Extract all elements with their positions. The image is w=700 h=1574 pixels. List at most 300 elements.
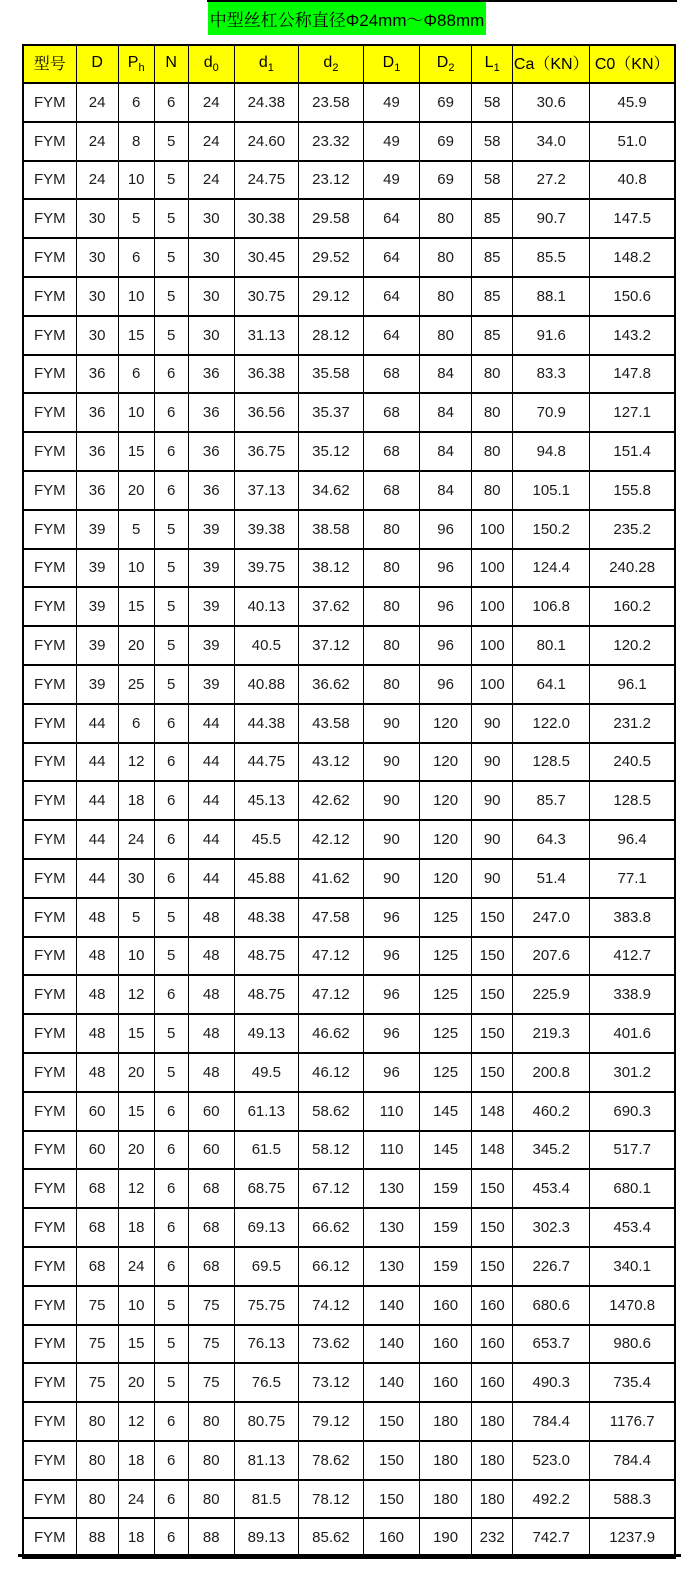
cell: 90 xyxy=(363,820,419,859)
cell: 345.2 xyxy=(513,1131,590,1170)
cell: 78.62 xyxy=(298,1441,363,1480)
cell: 36 xyxy=(76,393,118,432)
cell: 68 xyxy=(363,432,419,471)
cell: 5 xyxy=(154,665,188,704)
cell: 12 xyxy=(118,1169,154,1208)
cell: 110 xyxy=(363,1131,419,1170)
cell: 653.7 xyxy=(513,1325,590,1364)
cell: 302.3 xyxy=(513,1208,590,1247)
cell: 20 xyxy=(118,626,154,665)
cell: 110 xyxy=(363,1092,419,1131)
table-body xyxy=(23,83,675,1557)
cell: 85.62 xyxy=(298,1518,363,1557)
cell: 122.0 xyxy=(513,704,590,743)
cell: 125 xyxy=(420,1014,472,1053)
cell: 58.12 xyxy=(298,1131,363,1170)
cell: 69 xyxy=(420,122,472,161)
cell: 96 xyxy=(420,510,472,549)
cell: 80 xyxy=(76,1402,118,1441)
cell: FYM xyxy=(23,1208,76,1247)
cell: 180 xyxy=(472,1480,513,1519)
cell: 453.4 xyxy=(513,1169,590,1208)
cell: 36 xyxy=(188,471,234,510)
cell: 80 xyxy=(420,316,472,355)
cell: 96 xyxy=(420,587,472,626)
cell: 64 xyxy=(363,316,419,355)
cell: 90 xyxy=(472,704,513,743)
table-row xyxy=(23,1518,675,1557)
table-row xyxy=(23,937,675,976)
cell: 6 xyxy=(154,1441,188,1480)
cell: 6 xyxy=(154,1480,188,1519)
cell: 30 xyxy=(188,316,234,355)
cell: 45.5 xyxy=(234,820,298,859)
cell: 20 xyxy=(118,1131,154,1170)
cell: 6 xyxy=(118,83,154,122)
cell: 23.58 xyxy=(298,83,363,122)
cell: 10 xyxy=(118,937,154,976)
cell: FYM xyxy=(23,316,76,355)
cell: 73.12 xyxy=(298,1363,363,1402)
table-row xyxy=(23,432,675,471)
column-header xyxy=(513,45,590,83)
cell: 75 xyxy=(188,1325,234,1364)
cell: 49.13 xyxy=(234,1014,298,1053)
cell: 207.6 xyxy=(513,937,590,976)
table-row xyxy=(23,1325,675,1364)
cell: 36 xyxy=(76,432,118,471)
cell: 23.32 xyxy=(298,122,363,161)
cell: 90 xyxy=(472,859,513,898)
column-header xyxy=(188,45,234,83)
table-row xyxy=(23,199,675,238)
table-row xyxy=(23,1286,675,1325)
cell: 219.3 xyxy=(513,1014,590,1053)
cell: 75 xyxy=(76,1325,118,1364)
cell: 6 xyxy=(154,1518,188,1557)
cell: 401.6 xyxy=(590,1014,675,1053)
cell: 39 xyxy=(188,549,234,588)
cell: 45.88 xyxy=(234,859,298,898)
cell: 100 xyxy=(472,510,513,549)
cell: 84 xyxy=(420,355,472,394)
cell: 150 xyxy=(363,1402,419,1441)
cell: 84 xyxy=(420,432,472,471)
table-row xyxy=(23,859,675,898)
cell: 39.75 xyxy=(234,549,298,588)
cell: 96 xyxy=(363,898,419,937)
cell: 60 xyxy=(76,1131,118,1170)
cell: 151.4 xyxy=(590,432,675,471)
cell: FYM xyxy=(23,898,76,937)
cell: 29.52 xyxy=(298,238,363,277)
cell: 46.12 xyxy=(298,1053,363,1092)
cell: 301.2 xyxy=(590,1053,675,1092)
column-header-label: L xyxy=(484,53,494,71)
cell: 490.3 xyxy=(513,1363,590,1402)
cell: 38.58 xyxy=(298,510,363,549)
cell: 180 xyxy=(420,1402,472,1441)
cell: 24 xyxy=(76,83,118,122)
cell: 12 xyxy=(118,743,154,782)
column-header xyxy=(363,45,419,83)
cell: 69 xyxy=(420,83,472,122)
column-header-subscript: 1 xyxy=(394,62,401,75)
table-row xyxy=(23,975,675,1014)
cell: 39 xyxy=(188,510,234,549)
cell: 39 xyxy=(76,626,118,665)
cell: 784.4 xyxy=(513,1402,590,1441)
column-header xyxy=(118,45,154,83)
cell: 6 xyxy=(118,704,154,743)
cell: 5 xyxy=(154,587,188,626)
cell: 88.1 xyxy=(513,277,590,316)
cell: FYM xyxy=(23,1014,76,1053)
cell: 6 xyxy=(154,83,188,122)
cell: 143.2 xyxy=(590,316,675,355)
cell: 68 xyxy=(363,355,419,394)
cell: 49.5 xyxy=(234,1053,298,1092)
cell: 125 xyxy=(420,937,472,976)
cell: 8 xyxy=(118,122,154,161)
cell: 30 xyxy=(76,238,118,277)
cell: FYM xyxy=(23,1053,76,1092)
cell: 80 xyxy=(420,238,472,277)
cell: 128.5 xyxy=(590,781,675,820)
cell: FYM xyxy=(23,355,76,394)
cell: 28.12 xyxy=(298,316,363,355)
cell: 80 xyxy=(363,665,419,704)
cell: 10 xyxy=(118,1286,154,1325)
cell: 120 xyxy=(420,704,472,743)
cell: 43.12 xyxy=(298,743,363,782)
cell: 49 xyxy=(363,161,419,200)
cell: FYM xyxy=(23,1402,76,1441)
cell: 155.8 xyxy=(590,471,675,510)
cell: 44 xyxy=(188,781,234,820)
column-header xyxy=(23,45,76,83)
cell: 680.6 xyxy=(513,1286,590,1325)
cell: 36.56 xyxy=(234,393,298,432)
cell: 39 xyxy=(188,626,234,665)
cell: 96.4 xyxy=(590,820,675,859)
cell: 5 xyxy=(154,510,188,549)
cell: FYM xyxy=(23,83,76,122)
cell: 78.12 xyxy=(298,1480,363,1519)
cell: 5 xyxy=(154,316,188,355)
cell: 37.62 xyxy=(298,587,363,626)
cell: 48 xyxy=(188,937,234,976)
cell: FYM xyxy=(23,1247,76,1286)
cell: 42.62 xyxy=(298,781,363,820)
cell: 10 xyxy=(118,277,154,316)
cell: FYM xyxy=(23,587,76,626)
cell: 80 xyxy=(472,393,513,432)
cell: 79.12 xyxy=(298,1402,363,1441)
cell: 5 xyxy=(118,898,154,937)
cell: 90 xyxy=(363,743,419,782)
cell: FYM xyxy=(23,432,76,471)
cell: 150 xyxy=(363,1441,419,1480)
cell: 80 xyxy=(76,1480,118,1519)
cell: 30 xyxy=(188,238,234,277)
cell: 235.2 xyxy=(590,510,675,549)
cell: 180 xyxy=(420,1480,472,1519)
column-header-label: P xyxy=(127,53,139,71)
cell: 5 xyxy=(154,626,188,665)
column-header xyxy=(420,45,472,83)
cell: 690.3 xyxy=(590,1092,675,1131)
cell: 68 xyxy=(76,1247,118,1286)
cell: 96 xyxy=(363,937,419,976)
cell: 240.5 xyxy=(590,743,675,782)
cell: 160 xyxy=(420,1363,472,1402)
column-header-subscript: 2 xyxy=(332,62,339,75)
cell: FYM xyxy=(23,937,76,976)
cell: 91.6 xyxy=(513,316,590,355)
cell: 147.8 xyxy=(590,355,675,394)
cell: FYM xyxy=(23,471,76,510)
cell: 58 xyxy=(472,83,513,122)
cell: 735.4 xyxy=(590,1363,675,1402)
table-row xyxy=(23,1441,675,1480)
column-header xyxy=(298,45,363,83)
cell: 5 xyxy=(154,1053,188,1092)
cell: 96 xyxy=(363,1053,419,1092)
cell: 80 xyxy=(188,1402,234,1441)
table-row xyxy=(23,1208,675,1247)
cell: 159 xyxy=(420,1169,472,1208)
cell: 15 xyxy=(118,1325,154,1364)
cell: 96 xyxy=(420,549,472,588)
cell: 39 xyxy=(76,549,118,588)
cell: 75 xyxy=(188,1286,234,1325)
cell: 75 xyxy=(76,1363,118,1402)
table-row xyxy=(23,743,675,782)
cell: 226.7 xyxy=(513,1247,590,1286)
cell: 680.1 xyxy=(590,1169,675,1208)
column-header-subscript: h xyxy=(138,62,145,75)
screw-spec-table xyxy=(22,44,676,1559)
cell: 80 xyxy=(188,1441,234,1480)
cell: 453.4 xyxy=(590,1208,675,1247)
cell: 24.75 xyxy=(234,161,298,200)
cell: 20 xyxy=(118,471,154,510)
cell: FYM xyxy=(23,781,76,820)
cell: FYM xyxy=(23,277,76,316)
cell: 18 xyxy=(118,781,154,820)
cell: 39.38 xyxy=(234,510,298,549)
cell: 35.12 xyxy=(298,432,363,471)
cell: 5 xyxy=(118,199,154,238)
cell: 24.38 xyxy=(234,83,298,122)
table-row xyxy=(23,161,675,200)
column-header xyxy=(154,45,188,83)
cell: 124.4 xyxy=(513,549,590,588)
cell: 159 xyxy=(420,1208,472,1247)
column-header xyxy=(76,45,118,83)
cell: 64.3 xyxy=(513,820,590,859)
cell: 5 xyxy=(154,199,188,238)
cell: 81.13 xyxy=(234,1441,298,1480)
table-row xyxy=(23,587,675,626)
cell: 15 xyxy=(118,1092,154,1131)
table-row xyxy=(23,1014,675,1053)
cell: FYM xyxy=(23,1286,76,1325)
cell: 29.58 xyxy=(298,199,363,238)
cell: FYM xyxy=(23,1325,76,1364)
cell: FYM xyxy=(23,626,76,665)
cell: 12 xyxy=(118,975,154,1014)
column-header-label: N xyxy=(165,53,177,71)
table-row xyxy=(23,355,675,394)
cell: 80 xyxy=(363,549,419,588)
cell: 100 xyxy=(472,549,513,588)
cell: 30 xyxy=(118,859,154,898)
cell: 47.12 xyxy=(298,937,363,976)
cell: 5 xyxy=(154,1363,188,1402)
cell: 460.2 xyxy=(513,1092,590,1131)
cell: 85 xyxy=(472,238,513,277)
column-header-label: C0（KN） xyxy=(594,56,670,74)
cell: 150 xyxy=(472,1053,513,1092)
cell: 30 xyxy=(76,199,118,238)
cell: FYM xyxy=(23,665,76,704)
cell: 44 xyxy=(188,859,234,898)
cell: 150.2 xyxy=(513,510,590,549)
cell: 6 xyxy=(154,1208,188,1247)
cell: 5 xyxy=(154,277,188,316)
cell: 18 xyxy=(118,1441,154,1480)
cell: 18 xyxy=(118,1518,154,1557)
column-header xyxy=(234,45,298,83)
cell: 784.4 xyxy=(590,1441,675,1480)
cell: 105.1 xyxy=(513,471,590,510)
cell: 6 xyxy=(154,1092,188,1131)
cell: 24 xyxy=(118,1480,154,1519)
cell: 58 xyxy=(472,161,513,200)
cell: FYM xyxy=(23,1363,76,1402)
cell: 30 xyxy=(76,277,118,316)
cell: 60 xyxy=(188,1092,234,1131)
cell: 48 xyxy=(76,937,118,976)
cell: 5 xyxy=(154,1286,188,1325)
table-row xyxy=(23,1169,675,1208)
table-row xyxy=(23,510,675,549)
cell: 76.13 xyxy=(234,1325,298,1364)
cell: 80 xyxy=(363,626,419,665)
cell: 47.12 xyxy=(298,975,363,1014)
cell: 96 xyxy=(420,665,472,704)
cell: 340.1 xyxy=(590,1247,675,1286)
cell: 38.12 xyxy=(298,549,363,588)
cell: 5 xyxy=(154,122,188,161)
cell: 6 xyxy=(154,1169,188,1208)
cell: 37.13 xyxy=(234,471,298,510)
cell: 120 xyxy=(420,743,472,782)
cell: 24 xyxy=(188,83,234,122)
cell: 68 xyxy=(188,1208,234,1247)
cell: 150 xyxy=(472,1247,513,1286)
cell: 80 xyxy=(472,471,513,510)
cell: 34.62 xyxy=(298,471,363,510)
table-row xyxy=(23,626,675,665)
cell: 40.88 xyxy=(234,665,298,704)
cell: 35.37 xyxy=(298,393,363,432)
cell: 27.2 xyxy=(513,161,590,200)
cell: FYM xyxy=(23,1131,76,1170)
cell: 68 xyxy=(76,1169,118,1208)
cell: FYM xyxy=(23,1441,76,1480)
cell: 84 xyxy=(420,393,472,432)
cell: 160 xyxy=(420,1286,472,1325)
cell: 85.7 xyxy=(513,781,590,820)
cell: 90 xyxy=(472,781,513,820)
cell: 48 xyxy=(76,975,118,1014)
cell: 68 xyxy=(363,471,419,510)
cell: 80 xyxy=(472,355,513,394)
cell: 48.75 xyxy=(234,975,298,1014)
cell: 742.7 xyxy=(513,1518,590,1557)
cell: 89.13 xyxy=(234,1518,298,1557)
cell: 30 xyxy=(76,316,118,355)
cell: 80 xyxy=(188,1480,234,1519)
cell: 150.6 xyxy=(590,277,675,316)
cell: 6 xyxy=(154,393,188,432)
cell: 160.2 xyxy=(590,587,675,626)
cell: 75 xyxy=(188,1363,234,1402)
table-row xyxy=(23,471,675,510)
cell: 30 xyxy=(188,277,234,316)
cell: 90.7 xyxy=(513,199,590,238)
cell: 127.1 xyxy=(590,393,675,432)
cell: FYM xyxy=(23,199,76,238)
table-row xyxy=(23,898,675,937)
cell: 160 xyxy=(472,1363,513,1402)
cell: 70.9 xyxy=(513,393,590,432)
cell: 15 xyxy=(118,1014,154,1053)
cell: 10 xyxy=(118,393,154,432)
cell: 6 xyxy=(154,975,188,1014)
cell: 61.13 xyxy=(234,1092,298,1131)
cell: FYM xyxy=(23,743,76,782)
cell: 100 xyxy=(472,587,513,626)
cell: 48 xyxy=(188,1014,234,1053)
page-title: 中型丝杠公称直径Φ24mm～Φ88mm xyxy=(208,2,486,35)
column-header-label: Ca（KN） xyxy=(513,56,589,74)
cell: 68 xyxy=(363,393,419,432)
cell: 125 xyxy=(420,898,472,937)
cell: 80 xyxy=(363,510,419,549)
column-header-subscript: 1 xyxy=(493,62,500,75)
cell: 85 xyxy=(472,277,513,316)
cell: FYM xyxy=(23,238,76,277)
cell: 44 xyxy=(76,859,118,898)
cell: 5 xyxy=(154,238,188,277)
cell: 150 xyxy=(472,1169,513,1208)
cell: 10 xyxy=(118,549,154,588)
cell: 83.3 xyxy=(513,355,590,394)
cell: FYM xyxy=(23,975,76,1014)
cell: 6 xyxy=(154,781,188,820)
table-row xyxy=(23,122,675,161)
cell: 5 xyxy=(154,1325,188,1364)
cell: 85.5 xyxy=(513,238,590,277)
cell: 69.13 xyxy=(234,1208,298,1247)
cell: 130 xyxy=(363,1247,419,1286)
cell: 130 xyxy=(363,1169,419,1208)
cell: 49 xyxy=(363,83,419,122)
